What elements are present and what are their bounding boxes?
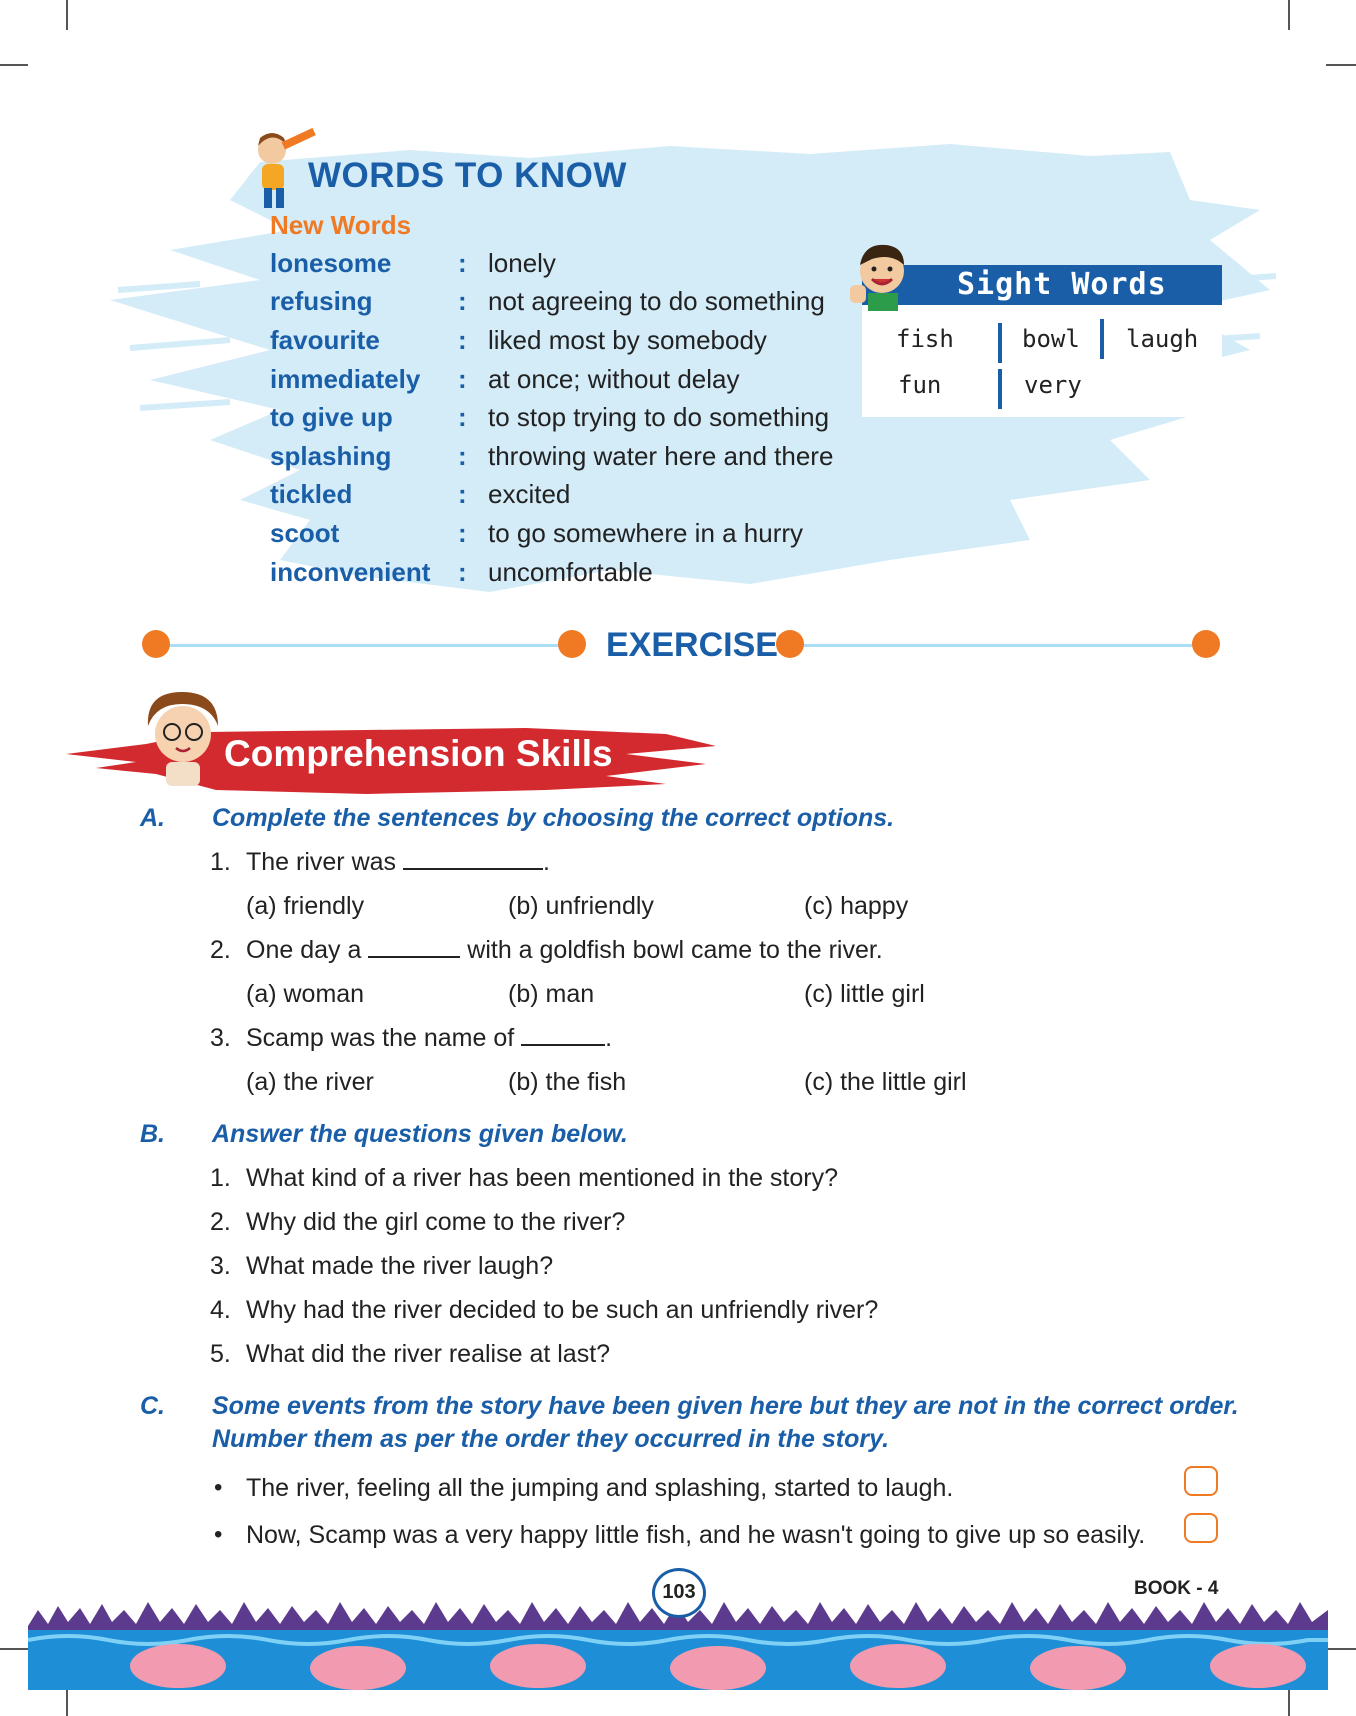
crop-mark [0, 64, 28, 66]
vocab-meaning: liked most by somebody [488, 324, 767, 355]
vocab-word: scoot [270, 517, 340, 548]
option[interactable]: (a) friendly [246, 892, 365, 920]
question-text-end: with a goldfish bowl came to the river. [467, 936, 883, 964]
question-text-end: . [605, 1024, 613, 1052]
vocab-word: favourite [270, 324, 380, 355]
crop-mark [1326, 64, 1356, 66]
crop-mark [1288, 1686, 1290, 1716]
answer-blank[interactable] [368, 936, 460, 958]
question-text: Scamp was the name of [246, 1024, 515, 1052]
vocab-meaning: uncomfortable [488, 556, 653, 587]
sight-words-title: Sight Words [957, 267, 1167, 302]
vocab-separator: : [458, 363, 467, 394]
sight-word-divider [998, 323, 1002, 363]
crop-mark [66, 1686, 68, 1716]
vocab-meaning: at once; without delay [488, 363, 740, 394]
sight-word-divider [998, 369, 1002, 409]
vocab-separator: : [458, 402, 467, 433]
vocab-word: inconvenient [270, 556, 431, 587]
vocab-row [270, 398, 870, 437]
crop-mark [0, 1648, 28, 1650]
exercise-divider-line [800, 644, 1200, 647]
vocab-row [270, 244, 870, 283]
bullet-icon: • [214, 1474, 223, 1501]
vocab-row [270, 283, 870, 322]
question-number: 2. [210, 1208, 231, 1236]
question-number: 2. [210, 936, 231, 964]
question-text: What made the river laugh? [246, 1252, 554, 1280]
exercise-dot [776, 630, 804, 658]
fill-in-question [246, 1024, 612, 1053]
vocab-word: lonesome [270, 247, 392, 278]
page-number-badge [652, 1568, 706, 1618]
sight-word-divider [1100, 319, 1104, 359]
section-c-instruction-line2: Number them as per the order they occurred in the story. [212, 1425, 890, 1453]
section-c-letter: C. [140, 1392, 165, 1420]
comprehension-skills-title: Comprehension Skills [224, 733, 613, 774]
order-number-box[interactable] [1184, 1513, 1218, 1543]
vocab-row [270, 514, 870, 553]
sight-word: fun [898, 371, 942, 399]
section-b-instruction: Answer the questions given below. [212, 1120, 628, 1148]
question-number: 1. [210, 848, 231, 876]
question-text: One day a [246, 936, 362, 964]
vocab-word: tickled [270, 479, 353, 510]
order-number-box[interactable] [1184, 1466, 1218, 1496]
question-number: 3. [210, 1024, 231, 1052]
option[interactable]: (c) happy [804, 892, 909, 920]
vocab-separator: : [458, 324, 467, 355]
new-words-label: New Words [270, 210, 412, 240]
option[interactable]: (a) the river [246, 1068, 374, 1096]
sight-word: laugh [1126, 325, 1199, 353]
sight-word: bowl [1022, 325, 1080, 353]
exercise-divider-line [160, 644, 560, 647]
question-text: What kind of a river has been mentioned in the story? [246, 1164, 838, 1192]
question-text: The river was [246, 848, 397, 876]
question-text-end: . [543, 848, 550, 876]
question-number: 3. [210, 1252, 231, 1280]
vocab-row [270, 553, 870, 592]
fill-in-question [246, 936, 883, 965]
vocab-row [270, 321, 870, 360]
event-text: The river, feeling all the jumping and splashing, started to laugh. [246, 1474, 954, 1502]
vocab-meaning: excited [488, 479, 571, 510]
vocab-row [270, 437, 870, 476]
answer-blank[interactable] [403, 848, 543, 870]
smiling-boy-illustration [842, 237, 922, 311]
page-number: 103 [662, 1581, 696, 1603]
crop-mark [1326, 1648, 1356, 1650]
vocab-word: immediately [270, 363, 421, 394]
vocab-word: refusing [270, 286, 373, 317]
section-b-letter: B. [140, 1120, 165, 1148]
question-number: 4. [210, 1296, 231, 1324]
bullet-icon: • [214, 1521, 223, 1548]
vocab-separator: : [458, 440, 467, 471]
exercise-dot [558, 630, 586, 658]
vocab-separator: : [458, 286, 467, 317]
vocab-separator: : [458, 556, 467, 587]
option[interactable]: (b) man [508, 980, 595, 1008]
option[interactable]: (b) the fish [508, 1068, 627, 1096]
vocabulary-list [270, 244, 870, 591]
vocab-meaning: throwing water here and there [488, 440, 834, 471]
option[interactable]: (c) the little girl [804, 1068, 967, 1096]
crop-mark [66, 0, 68, 30]
vocab-row [270, 360, 870, 399]
section-c-instruction-line1: Some events from the story have been given here but they are not in the correct order. [212, 1392, 1239, 1420]
girl-with-glasses-illustration [138, 686, 228, 786]
vocab-word: splashing [270, 440, 392, 471]
vocab-meaning: to stop trying to do something [488, 402, 830, 433]
question-number: 1. [210, 1164, 231, 1192]
exercise-title: EXERCISE [606, 626, 778, 664]
fill-in-question [246, 848, 550, 877]
vocab-meaning: to go somewhere in a hurry [488, 517, 804, 548]
exercise-dot [1192, 630, 1220, 658]
option[interactable]: (b) unfriendly [508, 892, 654, 920]
answer-blank[interactable] [521, 1024, 605, 1046]
section-a-instruction: Complete the sentences by choosing the correct options. [212, 804, 895, 832]
vocab-row [270, 476, 870, 515]
event-text: Now, Scamp was a very happy little fish, and he wasn't going to give up so easily. [246, 1521, 1146, 1549]
question-text: Why did the girl come to the river? [246, 1208, 626, 1236]
question-number: 5. [210, 1340, 231, 1368]
vocab-separator: : [458, 247, 467, 278]
exercise-dot [142, 630, 170, 658]
vocab-word: to give up [270, 402, 393, 433]
vocab-meaning: lonely [488, 247, 556, 278]
option[interactable]: (c) little girl [804, 980, 925, 1008]
vocab-separator: : [458, 517, 467, 548]
section-a-letter: A. [140, 804, 165, 832]
question-text: Why had the river decided to be such an unfriendly river? [246, 1296, 879, 1324]
sight-word: fish [896, 325, 954, 353]
vocab-meaning: not agreeing to do something [488, 286, 825, 317]
sight-words-box [862, 265, 1222, 417]
sight-word: very [1024, 371, 1082, 399]
book-label: BOOK - 4 [1134, 1578, 1219, 1599]
option[interactable]: (a) woman [246, 980, 365, 1008]
crop-mark [1288, 0, 1290, 30]
question-text: What did the river realise at last? [246, 1340, 611, 1368]
words-to-know-title: WORDS TO KNOW [308, 156, 627, 195]
vocab-separator: : [458, 479, 467, 510]
